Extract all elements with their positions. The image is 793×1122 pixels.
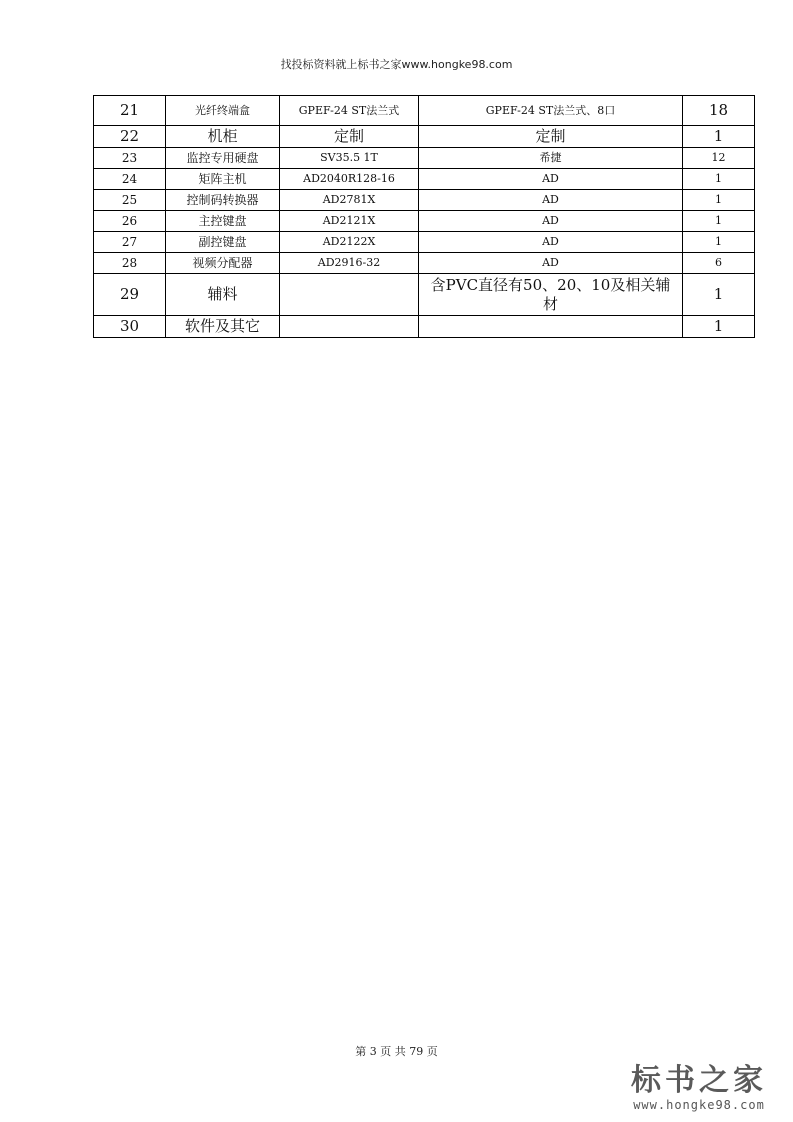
cell-name: 机柜 (166, 126, 280, 148)
cell-brand: AD (419, 253, 683, 274)
cell-name: 光纤终端盒 (166, 96, 280, 126)
cell-no: 29 (94, 274, 166, 316)
table-row (94, 232, 755, 253)
watermark-logo-text: 标书之家 (631, 1063, 767, 1098)
cell-model (280, 274, 419, 316)
cell-no: 21 (94, 96, 166, 126)
cell-name: 控制码转换器 (166, 190, 280, 211)
watermark-logo (619, 1064, 779, 1112)
equipment-table (93, 95, 755, 338)
cell-brand: GPEF-24 ST法兰式、8口 (419, 96, 683, 126)
cell-name: 视频分配器 (166, 253, 280, 274)
cell-name: 副控键盘 (166, 232, 280, 253)
cell-no: 22 (94, 126, 166, 148)
cell-qty: 12 (683, 148, 755, 169)
cell-qty: 1 (683, 211, 755, 232)
cell-name: 主控键盘 (166, 211, 280, 232)
table-row (94, 96, 755, 126)
cell-model: AD2040R128-16 (280, 169, 419, 190)
cell-brand: AD (419, 169, 683, 190)
cell-brand: 定制 (419, 126, 683, 148)
cell-model: GPEF-24 ST法兰式 (280, 96, 419, 126)
cell-qty: 6 (683, 253, 755, 274)
page-header (0, 56, 793, 72)
cell-model: AD2781X (280, 190, 419, 211)
cell-name: 监控专用硬盘 (166, 148, 280, 169)
cell-name: 软件及其它 (166, 316, 280, 338)
page-number: 第 3 页 共 79 页 (355, 1045, 438, 1058)
cell-qty: 1 (683, 169, 755, 190)
cell-model (280, 316, 419, 338)
cell-qty: 1 (683, 316, 755, 338)
table-row (94, 316, 755, 338)
cell-model: SV35.5 1T (280, 148, 419, 169)
cell-brand: AD (419, 232, 683, 253)
cell-no: 23 (94, 148, 166, 169)
cell-brand: AD (419, 211, 683, 232)
cell-qty: 1 (683, 232, 755, 253)
cell-qty: 1 (683, 126, 755, 148)
cell-qty: 18 (683, 96, 755, 126)
table-row (94, 126, 755, 148)
table-row (94, 253, 755, 274)
cell-no: 25 (94, 190, 166, 211)
page-footer (0, 1043, 793, 1059)
cell-brand: 含PVC直径有50、20、10及相关辅材 (419, 274, 683, 316)
cell-no: 28 (94, 253, 166, 274)
cell-no: 24 (94, 169, 166, 190)
cell-brand: 希捷 (419, 148, 683, 169)
cell-qty: 1 (683, 274, 755, 316)
cell-no: 27 (94, 232, 166, 253)
cell-brand: AD (419, 190, 683, 211)
cell-qty: 1 (683, 190, 755, 211)
watermark-url: www.hongke98.com (633, 1098, 765, 1112)
cell-no: 26 (94, 211, 166, 232)
cell-no: 30 (94, 316, 166, 338)
header-text: 找投标资料就上标书之家www.hongke98.com (280, 58, 513, 71)
cell-model: AD2122X (280, 232, 419, 253)
cell-model: AD2121X (280, 211, 419, 232)
table-row (94, 148, 755, 169)
table-row (94, 211, 755, 232)
table-row (94, 274, 755, 316)
cell-name: 辅料 (166, 274, 280, 316)
cell-model: AD2916-32 (280, 253, 419, 274)
cell-model: 定制 (280, 126, 419, 148)
cell-brand (419, 316, 683, 338)
table-row (94, 190, 755, 211)
cell-name: 矩阵主机 (166, 169, 280, 190)
table-row (94, 169, 755, 190)
